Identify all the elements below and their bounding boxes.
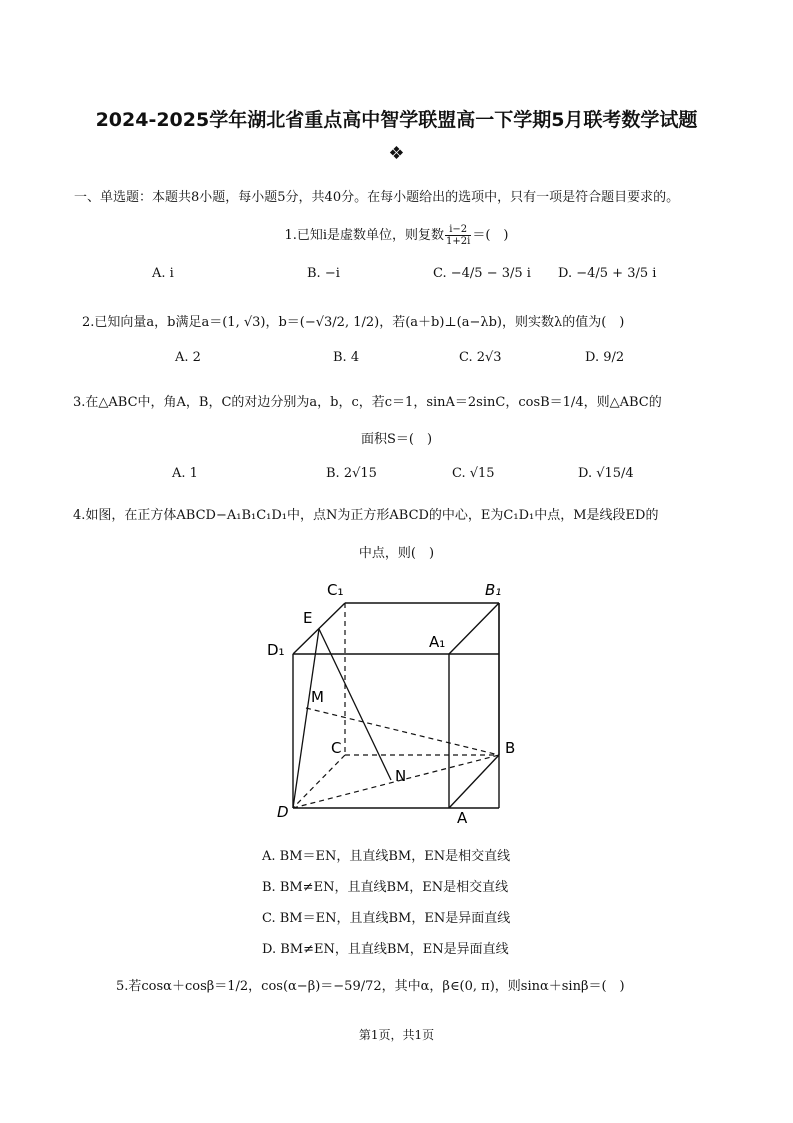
page-footer: 第1页，共1页 bbox=[358, 1028, 435, 1042]
q2-option-c: C. 2√3 bbox=[459, 350, 502, 365]
label-b: B bbox=[505, 739, 516, 757]
q1-option-a: A. i bbox=[152, 266, 174, 281]
q1-frac-den: 1+2i bbox=[446, 236, 471, 247]
question-1 bbox=[0, 224, 793, 247]
label-d: D bbox=[277, 803, 289, 821]
label-c: C bbox=[331, 739, 342, 757]
label-b1: B₁ bbox=[485, 581, 502, 599]
label-n: N bbox=[395, 767, 407, 785]
q2-option-a: A. 2 bbox=[175, 350, 201, 365]
label-e: E bbox=[303, 609, 313, 627]
question-3-line1: 3.在△ABC中，角A，B，C的对边分别为a，b，c，若c＝1，sinA＝2sinC，cosB＝1/4，则△ABC的 bbox=[73, 395, 662, 410]
segment-ed bbox=[293, 629, 319, 808]
label-a1: A₁ bbox=[429, 633, 446, 651]
q3-option-b: B. 2√15 bbox=[326, 466, 377, 481]
label-c1: C₁ bbox=[327, 581, 344, 599]
label-d1: D₁ bbox=[267, 641, 285, 659]
q4-option-d: D. BM≠EN，且直线BM，EN是异面直线 bbox=[262, 942, 509, 957]
q3-option-c: C. √15 bbox=[452, 466, 495, 481]
edge-b-a bbox=[449, 755, 499, 808]
question-4-line1: 4.如图，在正方体ABCD−A₁B₁C₁D₁中，点N为正方形ABCD的中心，E为C₁D₁中点，M是线段ED的 bbox=[73, 508, 659, 523]
edge-a1-b1 bbox=[449, 603, 499, 654]
cube-figure bbox=[255, 575, 525, 830]
label-a: A bbox=[457, 809, 468, 827]
q3-option-a: A. 1 bbox=[172, 466, 198, 481]
question-2: 2.已知向量a，b满足a＝(1, √3)，b＝(−√3/2, 1/2)，若(a＋b)⊥(a−λb)，则实数λ的值为( ) bbox=[82, 315, 625, 330]
q1-fraction bbox=[445, 224, 471, 247]
segment-en bbox=[319, 629, 391, 780]
q1-pre: 1.已知i是虚数单位，则复数 bbox=[284, 228, 445, 243]
q2-option-d: D. 9/2 bbox=[585, 350, 625, 365]
q1-option-d: D. −4/5 + 3/5 i bbox=[558, 266, 657, 281]
edge-c-d bbox=[293, 755, 345, 808]
q4-option-a: A. BM＝EN，且直线BM，EN是相交直线 bbox=[262, 849, 511, 864]
ornament-icon: ❖ bbox=[388, 143, 405, 164]
q1-frac-num: i−2 bbox=[445, 224, 471, 236]
question-3-line2: 面积S＝( ) bbox=[360, 432, 433, 447]
q2-option-b: B. 4 bbox=[333, 350, 360, 365]
q4-option-c: C. BM＝EN，且直线BM，EN是异面直线 bbox=[262, 911, 511, 926]
q1-option-b: B. −i bbox=[307, 266, 340, 281]
q1-post: ＝( ) bbox=[472, 228, 509, 243]
label-m: M bbox=[311, 688, 324, 706]
page-title: 2024-2025学年湖北省重点高中智学联盟高一下学期5月联考数学试题 bbox=[95, 109, 698, 131]
edge-d1-c1 bbox=[293, 603, 345, 654]
section-heading: 一、单选题：本题共8小题，每小题5分，共40分。在每小题给出的选项中，只有一项是符合题目要求的。 bbox=[74, 190, 680, 205]
question-5: 5.若cosα＋cosβ＝1/2，cos(α−β)＝−59/72，其中α，β∈(0, π)，则sinα＋sinβ＝( ) bbox=[116, 979, 625, 994]
question-4-line2: 中点，则( ) bbox=[358, 546, 435, 561]
q4-option-b: B. BM≠EN，且直线BM，EN是相交直线 bbox=[262, 880, 509, 895]
q1-option-c: C. −4/5 − 3/5 i bbox=[433, 266, 531, 281]
q3-option-d: D. √15/4 bbox=[578, 466, 634, 481]
